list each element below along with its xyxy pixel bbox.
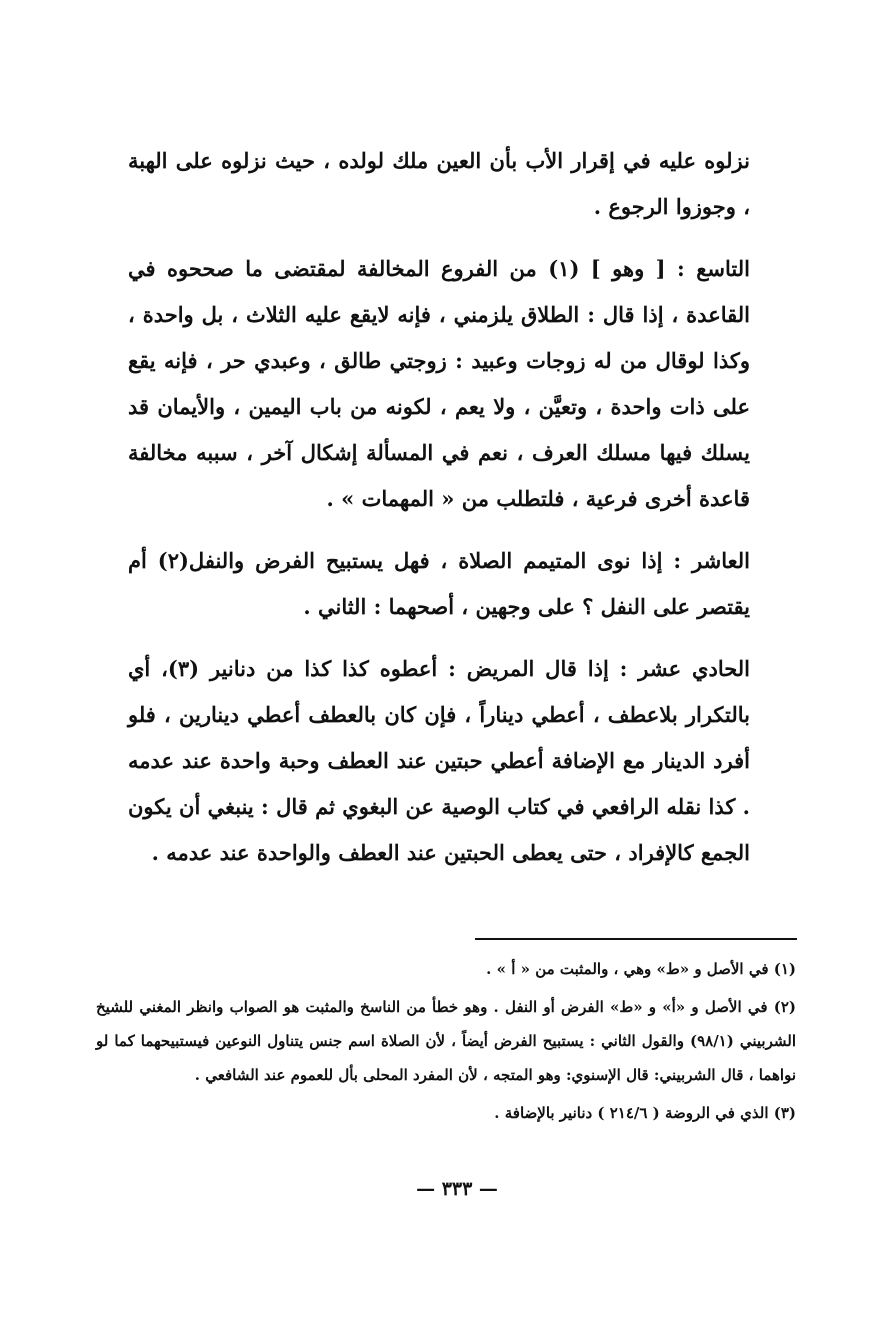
page-number: — ٣٣٣ — [416,1178,498,1200]
paragraph-4: الحادي عشر : إذا قال المريض : أعطوه كذا كذا من دنانير (٣)، أي بالتكرار بلاعطف ، أعطي ديناراً ، فإن كان بالعطف أعطي دينارين ، فلو أفرد الدينار مع الإضافة أعطي حبتين عند العطف وحبة واحدة عند عدمه . كذا نقله الرافعي في كتاب الوصية عن البغوي ثم قال : ينبغي أن يكون الجمع كالإفراد ، حتى يعطى الحبتين عند العطف والواحدة عند عدمه . [128,656,751,865]
footnote-3: (٣) الذي في الروضة ( ٢١٤/٦ ) دنانير بالإضافة . [494,1104,796,1122]
footnote-1: (١) في الأصل و «ط» وهي ، والمثبت من « أ » . [486,960,796,978]
footnotes [96,952,796,1134]
main-text [128,138,750,892]
footnote-2: (٢) في الأصل و «أ» و «ط» الفرض أو النفل . وهو خطأ من الناسخ والمثبت هو الصواب وانظر المغني للشيخ الشربيني (٩٨/١) والقول الثاني : يستبيح الفرض أيضاً ، لأن الصلاة اسم جنس يتناول النوعين فيستبيحهما كما لو نواهما ، قال الشربيني: قال الإسنوي: وهو المتجه ، لأن المفرد المحلى بأل للعموم عند الشافعي . [96,998,796,1084]
paragraph-3: العاشر : إذا نوى المتيمم الصلاة ، فهل يستبيح الفرض والنفل(٢) أم يقتصر على النفل ؟ على وجهين ، أصحهما : الثاني . [128,548,750,619]
paragraph-1: نزلوه عليه في إقرار الأب بأن العين ملك لولده ، حيث نزلوه على الهبة ، وجوزوا الرجوع . [128,148,750,219]
footnote-divider [475,938,797,940]
paragraph-2: التاسع : [ وهو ] (١) من الفروع المخالفة لمقتضى ما صححوه في القاعدة ، إذا قال : الطلاق يلزمني ، فإنه لايقع عليه الثلاث ، بل واحدة ، وكذا لوقال من له زوجات وعبيد : زوجتي طالق ، وعبدي حر ، فإنه يقع على ذات واحدة ، وتعيَّن ، ولا يعم ، لكونه من باب اليمين ، والأيمان قد يسلك فيها مسلك العرف ، نعم في المسألة إشكال آخر ، سببه مخالفة قاعدة أخرى فرعية ، فلتطلب من « المهمات » . [128,256,750,511]
